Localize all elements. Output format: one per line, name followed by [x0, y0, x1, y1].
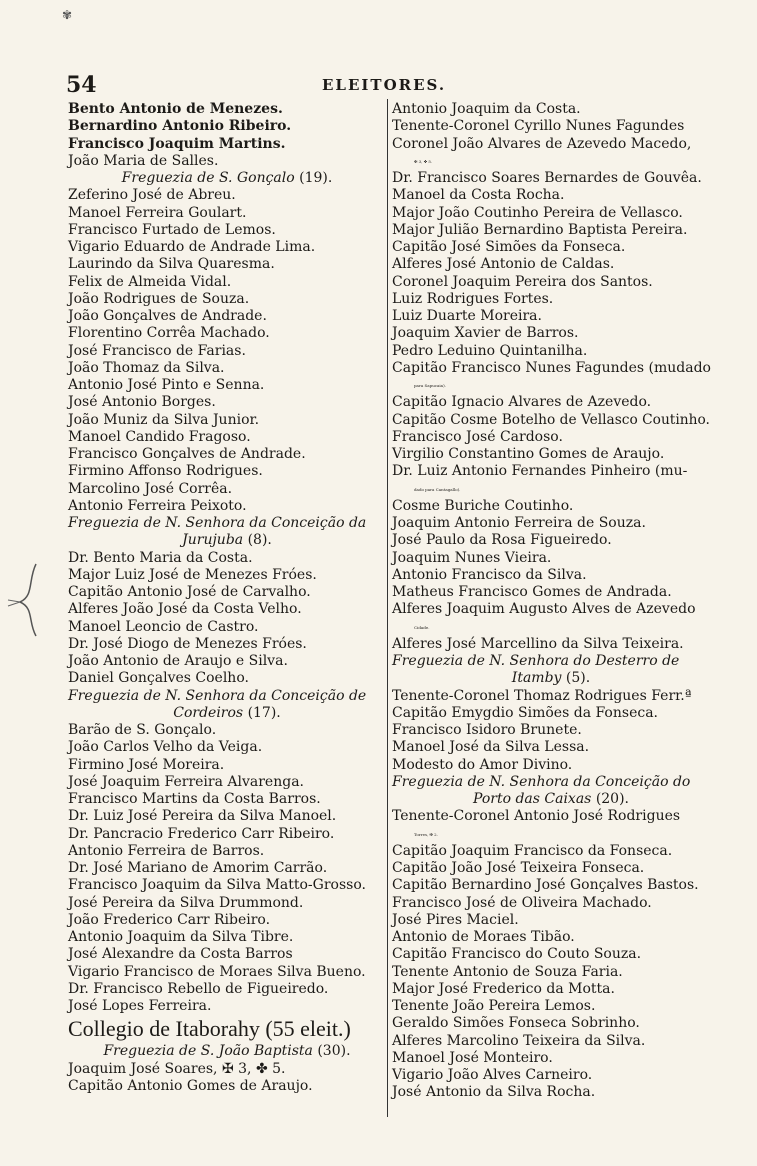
elector-entry: Antonio Joaquim da Silva Tibre. — [68, 929, 294, 945]
elector-entry: Major João Coutinho Pereira de Vellasco. — [392, 204, 683, 221]
elector-entry: Francisco José de Oliveira Machado. — [392, 894, 652, 911]
elector-entry: Tenente-Coronel Cyrillo Nunes Fagundes — [392, 118, 685, 135]
elector-entry: João Carlos Velho da Veiga. — [68, 739, 263, 756]
elector-entry: José Antonio da Silva Rocha. — [392, 1084, 596, 1101]
elector-entry: Capitão Francisco do Couto Souza. — [392, 946, 642, 963]
elector-entry: Cosme Buriche Coutinho. — [392, 497, 574, 514]
elector-entry: Matheus Francisco Gomes de Andrada. — [392, 584, 672, 600]
elector-entry: Tenente Antonio de Souza Faria. — [392, 963, 623, 980]
elector-entry: João Gonçalves de Andrade. — [68, 308, 267, 324]
elector-entry: Francisco José Cardoso. — [392, 428, 563, 445]
elector-entry: Felix de Almeida Vidal. — [68, 273, 232, 290]
elector-entry: Daniel Gonçalves Coelho. — [68, 670, 249, 687]
elector-entry: Capitão José Simões da Fonseca. — [392, 239, 626, 255]
elector-entry: Capitão Bernardino José Gonçalves Bastos. — [392, 877, 699, 894]
elector-entry: Capitão Ignacio Alvares de Azevedo. — [392, 394, 652, 411]
right-column — [392, 101, 710, 1102]
elector-entry: Bento Antonio de Menezes. — [68, 101, 283, 117]
elector-entry: Joaquim Xavier de Barros. — [392, 325, 579, 342]
elector-entry: Dr. Luiz José Pereira da Silva Manoel. — [68, 808, 337, 825]
elector-entry: Antonio de Moraes Tibão. — [392, 929, 575, 945]
running-title: ELEITORES. — [322, 76, 447, 94]
elector-entry: Major Luiz José de Menezes Fróes. — [68, 566, 317, 583]
parish-heading: Freguezia de N. Senhora da Conceição da Jurujuba (8). — [68, 515, 367, 549]
elector-entry: Bernardino Antonio Ribeiro. — [68, 118, 292, 135]
elector-entry: Firmino Affonso Rodrigues. — [68, 463, 263, 480]
elector-entry: Alferes Marcolino Teixeira da Silva. — [392, 1032, 646, 1049]
elector-entry: Virgilio Constantino Gomes de Araujo. — [392, 446, 665, 462]
elector-entry: Torres, ✠ 2. — [414, 831, 438, 837]
elector-entry: Firmino José Moreira. — [68, 756, 225, 773]
elector-entry: Joaquim Nunes Vieira. — [392, 549, 552, 566]
elector-entry: Capitão Francisco Nunes Fagundes (mudado — [392, 359, 711, 376]
page-number: 54 — [66, 72, 97, 98]
elector-entry: José Lopes Ferreira. — [68, 998, 212, 1014]
elector-entry: Tenente João Pereira Lemos. — [392, 998, 596, 1014]
elector-entry: Luiz Duarte Moreira. — [392, 308, 542, 324]
elector-entry: Antonio Francisco da Silva. — [392, 566, 587, 583]
elector-entry: Antonio Ferreira de Barros. — [68, 842, 265, 859]
elector-entry: João Frederico Carr Ribeiro. — [68, 911, 271, 928]
elector-entry: Tenente-Coronel Thomaz Rodrigues Ferr.ª — [392, 687, 692, 704]
elector-entry: ✠ 3, ✤ 5. — [414, 158, 433, 164]
elector-entry: Manoel da Costa Rocha. — [392, 187, 565, 204]
elector-entry: Joaquim Antonio Ferreira de Souza. — [392, 515, 646, 531]
elector-entry: Francisco Gonçalves de Andrade. — [68, 446, 306, 462]
elector-entry: José Paulo da Rosa Figueiredo. — [392, 532, 612, 549]
elector-entry: Francisco Martins da Costa Barros. — [68, 791, 321, 807]
elector-entry: João Thomaz da Silva. — [68, 359, 225, 376]
elector-entry: Pedro Leduino Quintanilha. — [392, 342, 588, 359]
elector-entry: Dr. Bento Maria da Costa. — [68, 549, 253, 566]
elector-entry: Tenente-Coronel Antonio José Rodrigues — [392, 808, 681, 825]
elector-entry: Francisco Joaquim Martins. — [68, 135, 286, 152]
elector-entry: João Rodrigues de Souza. — [68, 290, 250, 307]
elector-entry: Modesto do Amor Divino. — [392, 756, 573, 773]
elector-entry: José Joaquim Ferreira Alvarenga. — [68, 773, 304, 790]
parish-heading: Freguezia de N. Senhora do Desterro de Itamby (5). — [392, 653, 680, 687]
elector-entry: Major Julião Bernardino Baptista Pereira. — [392, 221, 688, 238]
elector-entry: Alferes João José da Costa Velho. — [68, 601, 302, 618]
elector-entry: Coronel Joaquim Pereira dos Santos. — [392, 273, 653, 290]
elector-entry: para Sapucaia). — [414, 383, 446, 388]
elector-entry: Dr. Francisco Rebello de Figueiredo. — [68, 980, 329, 997]
elector-entry: Manoel José Monteiro. — [392, 1049, 553, 1066]
elector-entry: Capitão João José Teixeira Fonseca. — [392, 860, 645, 876]
elector-entry: Zeferino José de Abreu. — [68, 187, 236, 204]
elector-entry: João Antonio de Araujo e Silva. — [68, 653, 288, 669]
elector-entry: Vigario Eduardo de Andrade Lima. — [68, 239, 316, 255]
elector-entry: Coronel João Alvares de Azevedo Macedo, — [392, 135, 692, 152]
elector-entry: Dr. José Diogo de Menezes Fróes. — [68, 635, 307, 652]
elector-entry: Francisco Isidoro Brunete. — [392, 722, 582, 738]
elector-entry: José Pereira da Silva Drummond. — [68, 894, 304, 911]
elector-entry: Capitão Emygdio Simões da Fonseca. — [392, 704, 658, 721]
elector-entry: Manoel José da Silva Lessa. — [392, 739, 590, 756]
elector-entry: Dr. José Mariano de Amorim Carrão. — [68, 860, 328, 876]
margin-bracket-icon — [6, 560, 46, 640]
elector-entry: Vigario Francisco de Moraes Silva Bueno. — [68, 963, 366, 980]
elector-entry: José Antonio Borges. — [68, 394, 216, 411]
elector-entry: Manoel Candido Fragoso. — [68, 428, 251, 445]
elector-entry: Major José Frederico da Motta. — [392, 980, 615, 997]
parish-heading: Freguezia de N. Senhora da Conceição do Porto das Caixas (20). — [392, 773, 691, 807]
elector-entry: Antonio Ferreira Peixoto. — [68, 497, 247, 514]
elector-entry: Barão de S. Gonçalo. — [68, 722, 217, 738]
college-heading: Collegio de Itaborahy (55 eleit.) — [68, 1016, 351, 1042]
elector-entry: José Alexandre da Costa Barros — [68, 946, 293, 963]
elector-entry: Capitão Antonio Gomes de Araujo. — [68, 1077, 313, 1094]
elector-entry: Cidade. — [414, 624, 430, 630]
elector-entry: Dr. Pancracio Frederico Carr Ribeiro. — [68, 825, 335, 842]
elector-entry: Alferes Joaquim Augusto Alves de Azevedo — [392, 601, 696, 618]
left-column — [68, 101, 386, 1095]
elector-entry: João Maria de Salles. — [68, 152, 219, 169]
elector-entry: Francisco Furtado de Lemos. — [68, 221, 276, 238]
elector-entry: Manoel Leoncio de Castro. — [68, 618, 259, 635]
elector-entry: Marcolino José Corrêa. — [68, 480, 233, 497]
elector-entry: Alferes José Antonio de Caldas. — [392, 256, 615, 273]
elector-entry: Capitão Antonio José de Carvalho. — [68, 584, 311, 600]
column-divider — [387, 99, 388, 1117]
parish-heading: Freguezia de S. João Baptista (30). — [103, 1043, 351, 1060]
elector-entry: Luiz Rodrigues Fortes. — [392, 290, 554, 307]
elector-entry: Francisco Joaquim da Silva Matto-Grosso. — [68, 877, 366, 894]
elector-entry: Capitão Joaquim Francisco da Fonseca. — [392, 842, 673, 859]
elector-entry: Capitão Cosme Botelho de Vellasco Coutinho. — [392, 411, 710, 428]
elector-entry: Dr. Luiz Antonio Fernandes Pinheiro (mu- — [392, 463, 688, 480]
elector-entry: Geraldo Simões Fonseca Sobrinho. — [392, 1015, 640, 1032]
ink-smudge-icon: ✾ — [62, 8, 73, 22]
elector-entry: dado para Cantagallo). — [414, 486, 461, 492]
elector-entry: José Francisco de Farias. — [68, 342, 246, 359]
elector-entry: Laurindo da Silva Quaresma. — [68, 256, 275, 273]
parish-heading: Freguezia de S. Gonçalo (19). — [121, 170, 333, 186]
elector-entry: João Muniz da Silva Junior. — [68, 411, 260, 428]
elector-entry: Vigario João Alves Carneiro. — [392, 1067, 593, 1083]
elector-entry: Dr. Francisco Soares Bernardes de Gouvêa. — [392, 170, 702, 186]
elector-entry: Antonio Joaquim da Costa. — [392, 101, 581, 117]
elector-entry: Manoel Ferreira Goulart. — [68, 204, 247, 221]
elector-entry: Joaquim José Soares, ✠ 3, ✤ 5. — [68, 1060, 286, 1077]
elector-entry: Antonio José Pinto e Senna. — [68, 377, 265, 393]
elector-entry: Alferes José Marcellino da Silva Teixeira. — [392, 635, 684, 652]
elector-entry: Florentino Corrêa Machado. — [68, 325, 270, 342]
parish-heading: Freguezia de N. Senhora da Conceição de Cordeiros (17). — [68, 687, 367, 721]
elector-entry: José Pires Maciel. — [392, 911, 519, 928]
